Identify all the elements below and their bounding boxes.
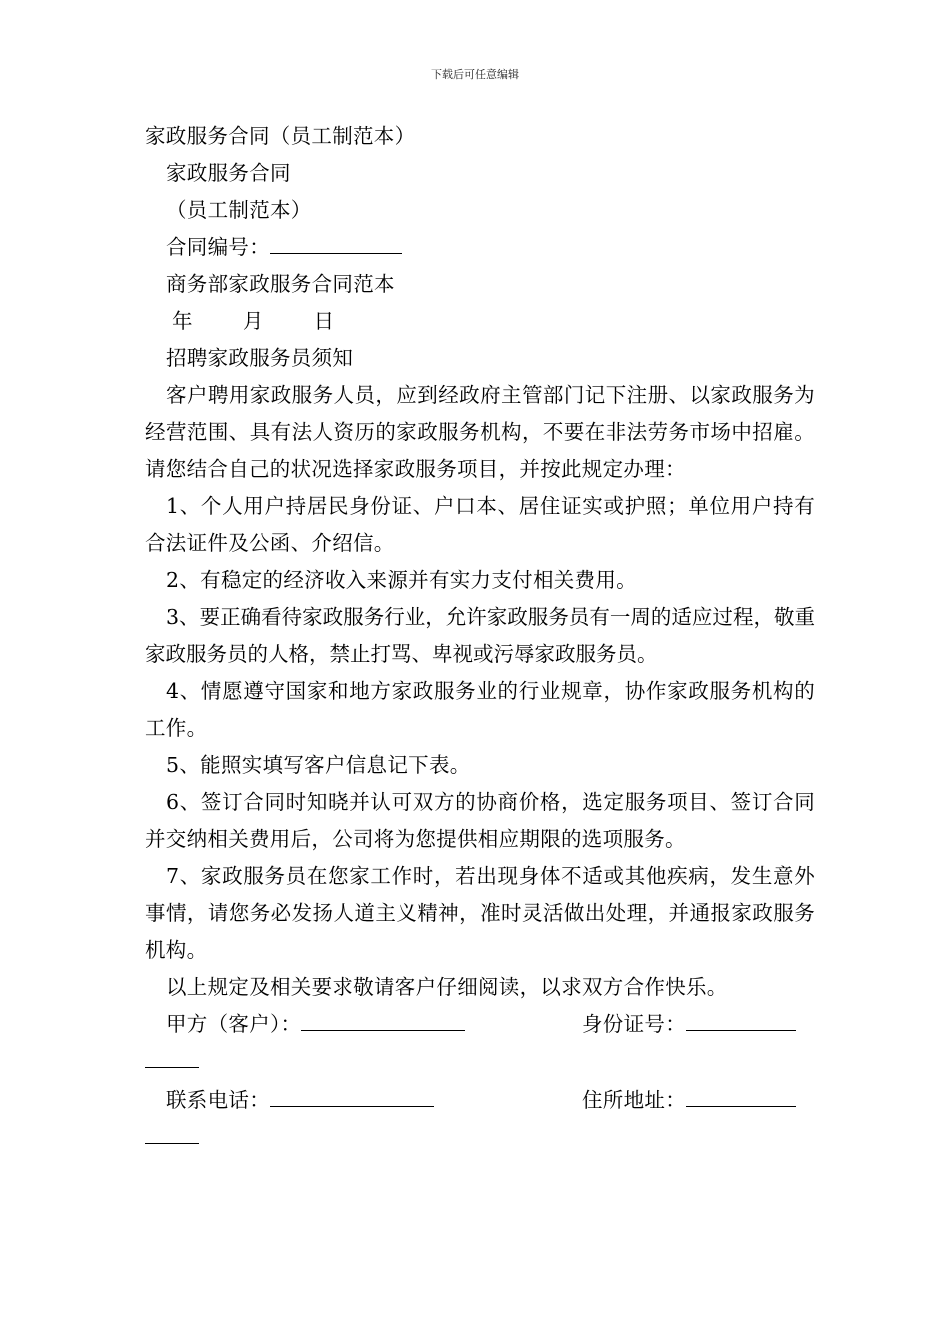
notice-item-6: 6、签订合同时知晓并认可双方的协商价格，选定服务项目、签订合同并交纳相关费用后，公司将为您提供相应期限的选项服务。 — [145, 790, 815, 851]
phone-row — [145, 1082, 815, 1119]
contract-subtitle: （员工制范本） — [166, 198, 312, 222]
date-year-label: 年 — [172, 309, 193, 333]
notice-item-4: 4、情愿遵守国家和地方家政服务业的行业规章，协作家政服务机构的工作。 — [145, 679, 815, 740]
id-number-field-continued — [145, 1043, 815, 1080]
page-header: 下载后可任意编辑 — [431, 68, 519, 81]
address-label: 住所地址： — [582, 1088, 686, 1112]
contract-title: 家政服务合同 — [166, 161, 291, 185]
notice-item-3: 3、要正确看待家政服务行业，允许家政服务员有一周的适应过程，敬重家政服务员的人格，禁止打骂、卑视或污辱家政服务员。 — [145, 605, 815, 666]
id-number-field[interactable] — [686, 1008, 796, 1031]
contract-issuer: 商务部家政服务合同范本 — [166, 272, 395, 296]
document-body — [145, 118, 815, 1156]
id-number-label: 身份证号： — [582, 1012, 686, 1036]
notice-intro: 客户聘用家政服务人员，应到经政府主管部门记下注册、以家政服务为经营范围、具有法人资历的家政服务机构，不要在非法劳务市场中招雇。请您结合自己的状况选择家政服务项目，并按此规定办理： — [145, 383, 815, 481]
notice-item-2: 2、有稳定的经济收入来源并有实力支付相关费用。 — [166, 568, 637, 592]
notice-title: 招聘家政服务员须知 — [166, 346, 354, 370]
notice-closing: 以上规定及相关要求敬请客户仔细阅读，以求双方合作快乐。 — [166, 975, 728, 999]
contract-date-row — [145, 303, 815, 340]
contract-number-field[interactable] — [270, 231, 402, 254]
address-group — [582, 1082, 796, 1119]
party-a-label: 甲方（客户）： — [166, 1012, 302, 1036]
contract-number-row — [145, 229, 815, 266]
phone-label: 联系电话： — [166, 1088, 270, 1112]
notice-item-5: 5、能照实填写客户信息记下表。 — [166, 753, 471, 777]
contract-number-label: 合同编号： — [166, 235, 270, 259]
date-day-label: 日 — [313, 309, 335, 333]
party-a-row — [145, 1006, 815, 1043]
id-number-group — [582, 1006, 796, 1043]
id-number-field-tail[interactable] — [145, 1045, 199, 1068]
notice-item-7: 7、家政服务员在您家工作时，若出现身体不适或其他疾病，发生意外事情，请您务必发扬人道主义精神，准时灵活做出处理，并通报家政服务机构。 — [145, 864, 815, 962]
notice-item-1: 1、个人用户持居民身份证、户口本、居住证实或护照；单位用户持有合法证件及公函、介绍信。 — [145, 494, 815, 555]
date-month-label: 月 — [242, 309, 264, 333]
address-field-tail[interactable] — [145, 1121, 199, 1144]
party-a-field[interactable] — [301, 1008, 465, 1031]
address-field[interactable] — [686, 1084, 796, 1107]
phone-field[interactable] — [270, 1084, 434, 1107]
document-title: 家政服务合同（员工制范本） — [145, 124, 416, 148]
address-field-continued — [145, 1119, 815, 1156]
